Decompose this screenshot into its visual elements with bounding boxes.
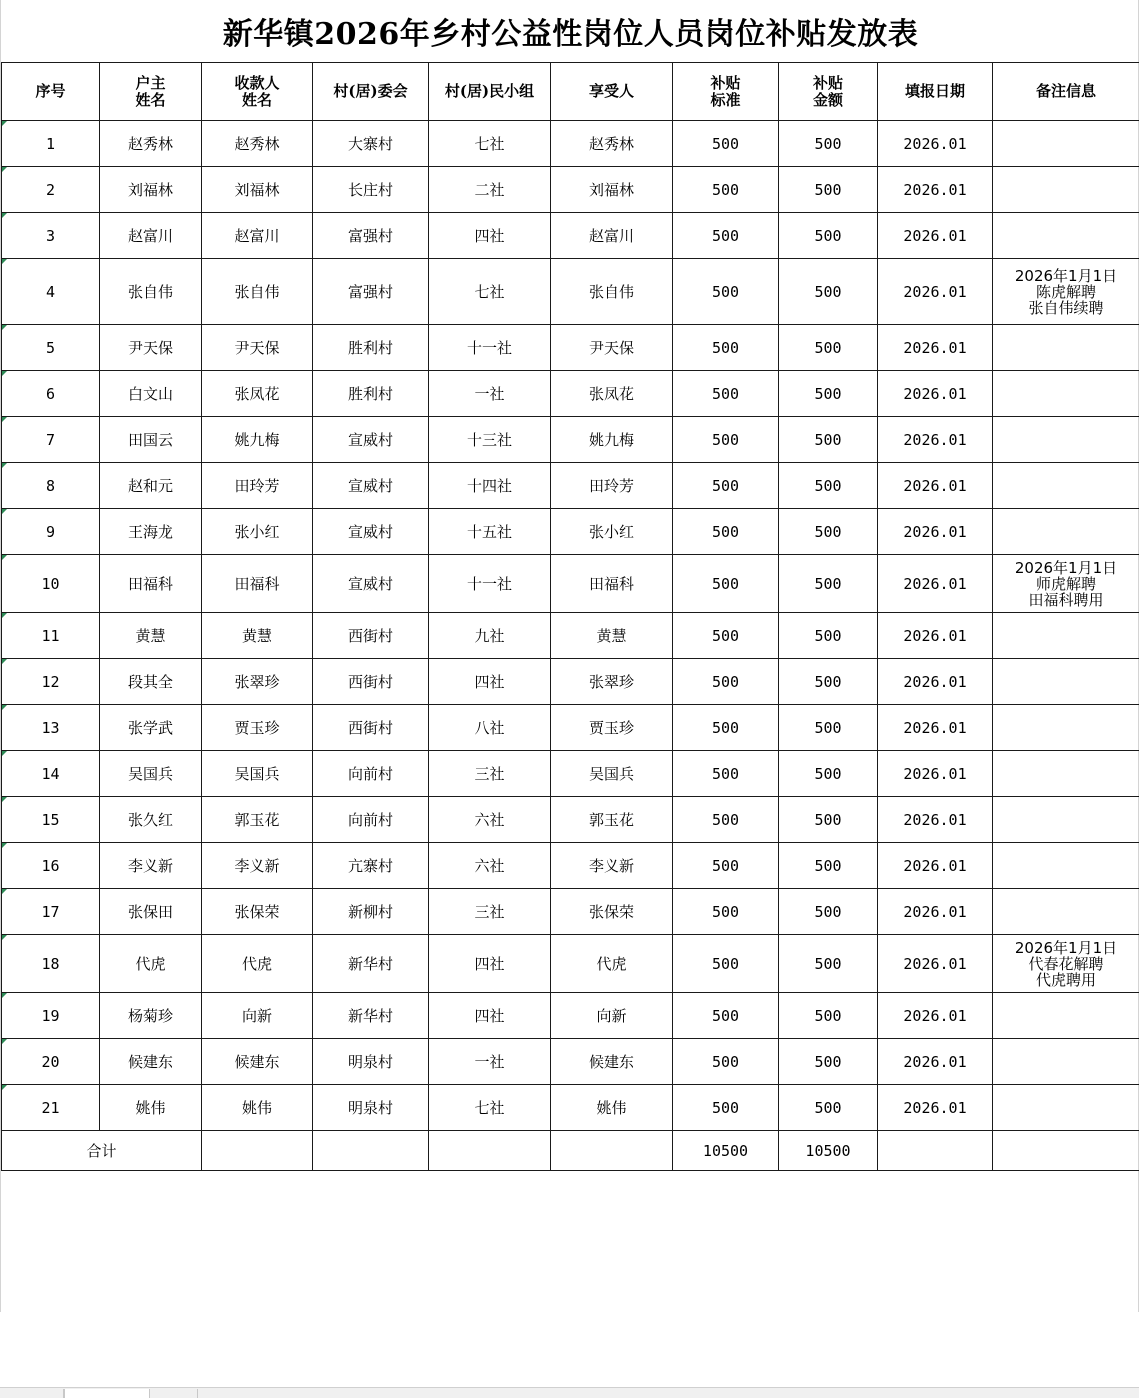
total-empty-cell[interactable] xyxy=(878,1131,993,1171)
header-standard-line1: 补贴 xyxy=(673,75,778,92)
table-row xyxy=(2,993,1139,1039)
cell-seq[interactable]: 21 xyxy=(2,1085,100,1131)
remark-line: 代虎聘用 xyxy=(993,972,1139,988)
sheet-tab-bar xyxy=(0,1387,1139,1398)
header-amount-line1: 补贴 xyxy=(779,75,877,92)
cell-group[interactable]: 三社 xyxy=(429,751,551,797)
cell-payee-name[interactable]: 贾玉珍 xyxy=(202,705,313,751)
cell-payee-name[interactable]: 黄慧 xyxy=(202,613,313,659)
cell-owner-name[interactable]: 李义新 xyxy=(100,843,202,889)
cell-amount[interactable]: 500 xyxy=(779,843,878,889)
cell-group[interactable]: 十一社 xyxy=(429,325,551,371)
table-row xyxy=(2,213,1139,259)
cell-date[interactable]: 2026.01 xyxy=(878,843,993,889)
cell-date[interactable]: 2026.01 xyxy=(878,1085,993,1131)
remark-line: 2026年1月1日 xyxy=(993,560,1139,576)
total-empty-cell[interactable] xyxy=(313,1131,429,1171)
cell-payee-name[interactable]: 刘福林 xyxy=(202,167,313,213)
table-row xyxy=(2,121,1139,167)
cell-village[interactable]: 西街村 xyxy=(313,659,429,705)
cell-amount[interactable]: 500 xyxy=(779,1085,878,1131)
cell-payee-name[interactable]: 张自伟 xyxy=(202,259,313,325)
cell-owner-name[interactable]: 尹天保 xyxy=(100,325,202,371)
cell-date[interactable]: 2026.01 xyxy=(878,935,993,993)
cell-remark[interactable] xyxy=(993,463,1139,509)
cell-standard[interactable]: 500 xyxy=(673,417,779,463)
cell-remark[interactable] xyxy=(993,555,1139,613)
cell-standard[interactable]: 500 xyxy=(673,509,779,555)
cell-standard[interactable]: 500 xyxy=(673,213,779,259)
cell-group[interactable]: 二社 xyxy=(429,167,551,213)
cell-remark[interactable] xyxy=(993,259,1139,325)
cell-village[interactable]: 大寨村 xyxy=(313,121,429,167)
cell-owner-name[interactable]: 张自伟 xyxy=(100,259,202,325)
cell-owner-name[interactable]: 赵富川 xyxy=(100,213,202,259)
cell-beneficiary[interactable]: 黄慧 xyxy=(551,613,673,659)
cell-date[interactable]: 2026.01 xyxy=(878,1039,993,1085)
header-remark[interactable]: 备注信息 xyxy=(993,63,1139,121)
cell-beneficiary[interactable]: 赵秀林 xyxy=(551,121,673,167)
cell-remark[interactable] xyxy=(993,1039,1139,1085)
header-standard[interactable] xyxy=(673,63,779,121)
cell-standard[interactable]: 500 xyxy=(673,463,779,509)
cell-amount[interactable]: 500 xyxy=(779,705,878,751)
cell-village[interactable]: 向前村 xyxy=(313,797,429,843)
cell-payee-name[interactable]: 田福科 xyxy=(202,555,313,613)
cell-seq[interactable]: 14 xyxy=(2,751,100,797)
cell-seq[interactable]: 11 xyxy=(2,613,100,659)
cell-seq[interactable]: 13 xyxy=(2,705,100,751)
cell-date[interactable]: 2026.01 xyxy=(878,509,993,555)
cell-beneficiary[interactable]: 向新 xyxy=(551,993,673,1039)
cell-remark[interactable] xyxy=(993,705,1139,751)
cell-payee-name[interactable]: 姚伟 xyxy=(202,1085,313,1131)
cell-beneficiary[interactable]: 姚九梅 xyxy=(551,417,673,463)
cell-village[interactable]: 富强村 xyxy=(313,259,429,325)
cell-amount[interactable]: 500 xyxy=(779,371,878,417)
table-row xyxy=(2,1039,1139,1085)
cell-group[interactable]: 九社 xyxy=(429,613,551,659)
cell-remark[interactable] xyxy=(993,797,1139,843)
cell-group[interactable]: 七社 xyxy=(429,1085,551,1131)
cell-amount[interactable]: 500 xyxy=(779,463,878,509)
cell-beneficiary[interactable]: 尹天保 xyxy=(551,325,673,371)
cell-amount[interactable]: 500 xyxy=(779,417,878,463)
remark-line: 代春花解聘 xyxy=(993,956,1139,972)
cell-seq[interactable]: 2 xyxy=(2,167,100,213)
cell-village[interactable]: 新柳村 xyxy=(313,889,429,935)
cell-owner-name[interactable]: 赵和元 xyxy=(100,463,202,509)
total-standard[interactable]: 10500 xyxy=(673,1131,779,1171)
cell-remark[interactable] xyxy=(993,167,1139,213)
table-row xyxy=(2,259,1139,325)
cell-date[interactable]: 2026.01 xyxy=(878,659,993,705)
cell-group[interactable]: 四社 xyxy=(429,935,551,993)
cell-beneficiary[interactable]: 张小红 xyxy=(551,509,673,555)
cell-group[interactable]: 十一社 xyxy=(429,555,551,613)
cell-amount[interactable]: 500 xyxy=(779,167,878,213)
cell-date[interactable]: 2026.01 xyxy=(878,213,993,259)
cell-amount[interactable]: 500 xyxy=(779,1039,878,1085)
cell-village[interactable]: 明泉村 xyxy=(313,1085,429,1131)
header-village[interactable]: 村(居)委会 xyxy=(313,63,429,121)
cell-remark[interactable] xyxy=(993,213,1139,259)
table-row xyxy=(2,843,1139,889)
cell-standard[interactable]: 500 xyxy=(673,1085,779,1131)
cell-amount[interactable]: 500 xyxy=(779,509,878,555)
cell-amount[interactable]: 500 xyxy=(779,659,878,705)
cell-date[interactable]: 2026.01 xyxy=(878,797,993,843)
cell-village[interactable]: 向前村 xyxy=(313,751,429,797)
cell-payee-name[interactable]: 吴国兵 xyxy=(202,751,313,797)
cell-remark[interactable] xyxy=(993,121,1139,167)
cell-amount[interactable]: 500 xyxy=(779,555,878,613)
table-body xyxy=(2,121,1139,1131)
subsidy-table xyxy=(1,62,1139,1171)
cell-owner-name[interactable]: 田福科 xyxy=(100,555,202,613)
cell-village[interactable]: 长庄村 xyxy=(313,167,429,213)
cell-standard[interactable]: 500 xyxy=(673,751,779,797)
cell-seq[interactable]: 10 xyxy=(2,555,100,613)
header-date[interactable]: 填报日期 xyxy=(878,63,993,121)
table-row xyxy=(2,509,1139,555)
cell-village[interactable]: 宣威村 xyxy=(313,509,429,555)
cell-remark[interactable] xyxy=(993,659,1139,705)
cell-date[interactable]: 2026.01 xyxy=(878,889,993,935)
cell-standard[interactable]: 500 xyxy=(673,705,779,751)
cell-beneficiary[interactable]: 李义新 xyxy=(551,843,673,889)
cell-group[interactable]: 四社 xyxy=(429,993,551,1039)
cell-standard[interactable]: 500 xyxy=(673,889,779,935)
cell-amount[interactable]: 500 xyxy=(779,993,878,1039)
remark-line: 2026年1月1日 xyxy=(993,940,1139,956)
cell-date[interactable]: 2026.01 xyxy=(878,259,993,325)
cell-payee-name[interactable]: 尹天保 xyxy=(202,325,313,371)
table-row xyxy=(2,325,1139,371)
table-row xyxy=(2,613,1139,659)
cell-seq[interactable]: 8 xyxy=(2,463,100,509)
cell-owner-name[interactable]: 杨菊珍 xyxy=(100,993,202,1039)
cell-standard[interactable]: 500 xyxy=(673,935,779,993)
cell-seq[interactable]: 12 xyxy=(2,659,100,705)
cell-seq[interactable]: 17 xyxy=(2,889,100,935)
cell-date[interactable]: 2026.01 xyxy=(878,751,993,797)
cell-seq[interactable]: 4 xyxy=(2,259,100,325)
cell-standard[interactable]: 500 xyxy=(673,993,779,1039)
cell-beneficiary[interactable]: 张保荣 xyxy=(551,889,673,935)
cell-group[interactable]: 三社 xyxy=(429,889,551,935)
total-empty-cell[interactable] xyxy=(551,1131,673,1171)
total-amount[interactable]: 10500 xyxy=(779,1131,878,1171)
remark-line: 陈虎解聘 xyxy=(993,284,1139,300)
cell-standard[interactable]: 500 xyxy=(673,613,779,659)
cell-payee-name[interactable]: 向新 xyxy=(202,993,313,1039)
table-row xyxy=(2,889,1139,935)
cell-owner-name[interactable]: 赵秀林 xyxy=(100,121,202,167)
cell-seq[interactable]: 5 xyxy=(2,325,100,371)
header-owner-line1: 户主 xyxy=(100,75,201,92)
sheet-title: 新华镇2026年乡村公益性岗位人员岗位补贴发放表 xyxy=(1,0,1139,62)
cell-group[interactable]: 七社 xyxy=(429,121,551,167)
cell-payee-name[interactable]: 张小红 xyxy=(202,509,313,555)
cell-seq[interactable]: 18 xyxy=(2,935,100,993)
header-payee-line1: 收款人 xyxy=(202,75,312,92)
cell-standard[interactable]: 500 xyxy=(673,371,779,417)
table-row xyxy=(2,935,1139,993)
cell-village[interactable]: 亢寨村 xyxy=(313,843,429,889)
cell-group[interactable]: 四社 xyxy=(429,659,551,705)
cell-remark[interactable] xyxy=(993,371,1139,417)
cell-remark[interactable] xyxy=(993,509,1139,555)
cell-group[interactable]: 一社 xyxy=(429,1039,551,1085)
cell-village[interactable]: 宣威村 xyxy=(313,555,429,613)
total-empty-cell[interactable] xyxy=(429,1131,551,1171)
cell-date[interactable]: 2026.01 xyxy=(878,325,993,371)
header-row xyxy=(2,63,1139,121)
cell-standard[interactable]: 500 xyxy=(673,843,779,889)
cell-remark[interactable] xyxy=(993,417,1139,463)
cell-date[interactable]: 2026.01 xyxy=(878,993,993,1039)
cell-group[interactable]: 一社 xyxy=(429,371,551,417)
cell-payee-name[interactable]: 代虎 xyxy=(202,935,313,993)
cell-date[interactable]: 2026.01 xyxy=(878,121,993,167)
cell-beneficiary[interactable]: 张翠珍 xyxy=(551,659,673,705)
cell-payee-name[interactable]: 张凤花 xyxy=(202,371,313,417)
header-beneficiary[interactable]: 享受人 xyxy=(551,63,673,121)
cell-date[interactable]: 2026.01 xyxy=(878,555,993,613)
cell-remark[interactable] xyxy=(993,993,1139,1039)
cell-seq[interactable]: 16 xyxy=(2,843,100,889)
cell-group[interactable]: 四社 xyxy=(429,213,551,259)
cell-payee-name[interactable]: 李义新 xyxy=(202,843,313,889)
cell-beneficiary[interactable]: 候建东 xyxy=(551,1039,673,1085)
cell-seq[interactable]: 15 xyxy=(2,797,100,843)
cell-village[interactable]: 胜利村 xyxy=(313,325,429,371)
cell-beneficiary[interactable]: 张自伟 xyxy=(551,259,673,325)
header-seq[interactable]: 序号 xyxy=(2,63,100,121)
cell-date[interactable]: 2026.01 xyxy=(878,705,993,751)
cell-standard[interactable]: 500 xyxy=(673,121,779,167)
cell-seq[interactable]: 3 xyxy=(2,213,100,259)
cell-owner-name[interactable]: 张久红 xyxy=(100,797,202,843)
cell-village[interactable]: 胜利村 xyxy=(313,371,429,417)
table-row xyxy=(2,705,1139,751)
cell-beneficiary[interactable]: 田玲芳 xyxy=(551,463,673,509)
header-standard-line2: 标准 xyxy=(673,92,778,109)
cell-amount[interactable]: 500 xyxy=(779,121,878,167)
cell-owner-name[interactable]: 刘福林 xyxy=(100,167,202,213)
cell-beneficiary[interactable]: 张凤花 xyxy=(551,371,673,417)
cell-payee-name[interactable]: 候建东 xyxy=(202,1039,313,1085)
cell-owner-name[interactable]: 王海龙 xyxy=(100,509,202,555)
cell-remark[interactable] xyxy=(993,751,1139,797)
header-owner-name[interactable] xyxy=(100,63,202,121)
cell-seq[interactable]: 19 xyxy=(2,993,100,1039)
table-row xyxy=(2,417,1139,463)
header-payee-name[interactable] xyxy=(202,63,313,121)
cell-group[interactable]: 六社 xyxy=(429,843,551,889)
table-row xyxy=(2,463,1139,509)
cell-amount[interactable]: 500 xyxy=(779,797,878,843)
remark-line: 张自伟续聘 xyxy=(993,300,1139,316)
cell-owner-name[interactable]: 张保田 xyxy=(100,889,202,935)
cell-group[interactable]: 十五社 xyxy=(429,509,551,555)
remark-line: 2026年1月1日 xyxy=(993,268,1139,284)
cell-village[interactable]: 新华村 xyxy=(313,935,429,993)
table-row xyxy=(2,659,1139,705)
cell-standard[interactable]: 500 xyxy=(673,259,779,325)
cell-payee-name[interactable]: 张翠珍 xyxy=(202,659,313,705)
cell-beneficiary[interactable]: 代虎 xyxy=(551,935,673,993)
cell-seq[interactable]: 6 xyxy=(2,371,100,417)
header-group[interactable]: 村(居)民小组 xyxy=(429,63,551,121)
table-row xyxy=(2,1085,1139,1131)
header-amount[interactable] xyxy=(779,63,878,121)
remark-line: 师虎解聘 xyxy=(993,576,1139,592)
cell-owner-name[interactable]: 段其全 xyxy=(100,659,202,705)
table-row xyxy=(2,371,1139,417)
header-payee-line2: 姓名 xyxy=(202,92,312,109)
cell-amount[interactable]: 500 xyxy=(779,213,878,259)
table-row xyxy=(2,751,1139,797)
cell-date[interactable]: 2026.01 xyxy=(878,417,993,463)
total-empty-cell[interactable] xyxy=(993,1131,1139,1171)
cell-amount[interactable]: 500 xyxy=(779,751,878,797)
cell-owner-name[interactable]: 田国云 xyxy=(100,417,202,463)
cell-village[interactable]: 明泉村 xyxy=(313,1039,429,1085)
cell-amount[interactable]: 500 xyxy=(779,259,878,325)
cell-owner-name[interactable]: 候建东 xyxy=(100,1039,202,1085)
total-empty-cell[interactable] xyxy=(202,1131,313,1171)
cell-village[interactable]: 西街村 xyxy=(313,613,429,659)
cell-standard[interactable]: 500 xyxy=(673,797,779,843)
cell-owner-name[interactable]: 张学武 xyxy=(100,705,202,751)
cell-payee-name[interactable]: 赵富川 xyxy=(202,213,313,259)
cell-standard[interactable]: 500 xyxy=(673,555,779,613)
cell-beneficiary[interactable]: 田福科 xyxy=(551,555,673,613)
cell-amount[interactable]: 500 xyxy=(779,889,878,935)
cell-owner-name[interactable]: 代虎 xyxy=(100,935,202,993)
cell-group[interactable]: 十三社 xyxy=(429,417,551,463)
cell-remark[interactable] xyxy=(993,843,1139,889)
cell-village[interactable]: 宣威村 xyxy=(313,463,429,509)
cell-payee-name[interactable]: 张保荣 xyxy=(202,889,313,935)
cell-seq[interactable]: 20 xyxy=(2,1039,100,1085)
cell-seq[interactable]: 7 xyxy=(2,417,100,463)
header-owner-line2: 姓名 xyxy=(100,92,201,109)
cell-village[interactable]: 新华村 xyxy=(313,993,429,1039)
cell-payee-name[interactable]: 姚九梅 xyxy=(202,417,313,463)
cell-group[interactable]: 七社 xyxy=(429,259,551,325)
cell-beneficiary[interactable]: 郭玉花 xyxy=(551,797,673,843)
cell-payee-name[interactable]: 赵秀林 xyxy=(202,121,313,167)
cell-village[interactable]: 宣威村 xyxy=(313,417,429,463)
cell-amount[interactable]: 500 xyxy=(779,325,878,371)
cell-date[interactable]: 2026.01 xyxy=(878,371,993,417)
cell-owner-name[interactable]: 姚伟 xyxy=(100,1085,202,1131)
cell-remark[interactable] xyxy=(993,889,1139,935)
cell-amount[interactable]: 500 xyxy=(779,613,878,659)
cell-beneficiary[interactable]: 吴国兵 xyxy=(551,751,673,797)
cell-beneficiary[interactable]: 贾玉珍 xyxy=(551,705,673,751)
cell-beneficiary[interactable]: 姚伟 xyxy=(551,1085,673,1131)
cell-remark[interactable] xyxy=(993,1085,1139,1131)
header-amount-line2: 金额 xyxy=(779,92,877,109)
cell-village[interactable]: 西街村 xyxy=(313,705,429,751)
cell-beneficiary[interactable]: 赵富川 xyxy=(551,213,673,259)
cell-date[interactable]: 2026.01 xyxy=(878,613,993,659)
cell-payee-name[interactable]: 郭玉花 xyxy=(202,797,313,843)
cell-standard[interactable]: 500 xyxy=(673,659,779,705)
cell-beneficiary[interactable]: 刘福林 xyxy=(551,167,673,213)
cell-payee-name[interactable]: 田玲芳 xyxy=(202,463,313,509)
remark-line: 田福科聘用 xyxy=(993,592,1139,608)
table-row xyxy=(2,167,1139,213)
total-row xyxy=(2,1131,1139,1171)
table-row xyxy=(2,555,1139,613)
cell-village[interactable]: 富强村 xyxy=(313,213,429,259)
cell-owner-name[interactable]: 吴国兵 xyxy=(100,751,202,797)
cell-remark[interactable] xyxy=(993,935,1139,993)
cell-remark[interactable] xyxy=(993,613,1139,659)
cell-owner-name[interactable]: 黄慧 xyxy=(100,613,202,659)
cell-remark[interactable] xyxy=(993,325,1139,371)
table-row xyxy=(2,797,1139,843)
cell-seq[interactable]: 1 xyxy=(2,121,100,167)
cell-standard[interactable]: 500 xyxy=(673,1039,779,1085)
total-label[interactable]: 合计 xyxy=(2,1131,202,1171)
cell-group[interactable]: 十四社 xyxy=(429,463,551,509)
cell-date[interactable]: 2026.01 xyxy=(878,463,993,509)
cell-date[interactable]: 2026.01 xyxy=(878,167,993,213)
cell-group[interactable]: 六社 xyxy=(429,797,551,843)
cell-standard[interactable]: 500 xyxy=(673,167,779,213)
cell-standard[interactable]: 500 xyxy=(673,325,779,371)
cell-amount[interactable]: 500 xyxy=(779,935,878,993)
cell-seq[interactable]: 9 xyxy=(2,509,100,555)
cell-group[interactable]: 八社 xyxy=(429,705,551,751)
cell-owner-name[interactable]: 白文山 xyxy=(100,371,202,417)
